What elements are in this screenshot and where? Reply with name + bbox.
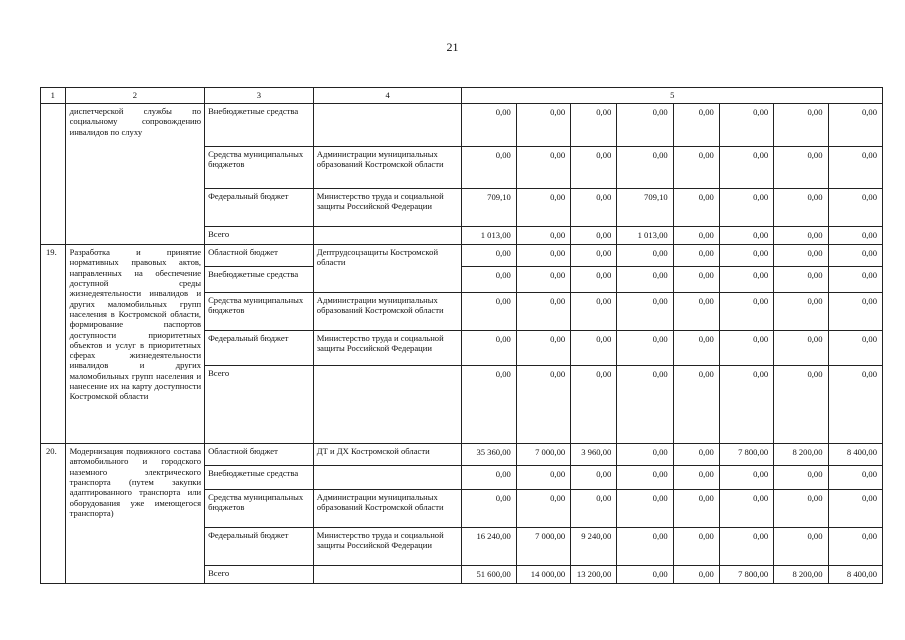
amount-cell: 0,00 [828,293,882,331]
table-row [41,104,883,147]
amount-cell: 0,00 [617,267,673,293]
row-number-cell [41,104,66,245]
funding-source: Всего [205,566,314,584]
amount-cell: 0,00 [828,366,882,444]
amount-cell: 0,00 [774,466,828,490]
funding-source: Внебюджетные средства [205,267,314,293]
amount-cell: 0,00 [673,267,719,293]
amount-cell: 0,00 [673,331,719,366]
amount-cell: 0,00 [617,528,673,566]
amount-cell: 0,00 [828,104,882,147]
amount-cell: 16 240,00 [462,528,516,566]
amount-cell: 0,00 [673,444,719,466]
amount-cell: 0,00 [516,490,570,528]
executor: Министерство труда и социальной защиты Российской Федерации [313,189,462,227]
amount-cell: 0,00 [774,267,828,293]
executor: ДТ и ДХ Костромской области [313,444,462,466]
amount-cell: 0,00 [617,331,673,366]
amount-cell: 0,00 [571,366,617,444]
amount-cell: 0,00 [673,490,719,528]
funding-source: Федеральный бюджет [205,528,314,566]
amount-cell: 0,00 [719,466,773,490]
amount-cell: 0,00 [516,267,570,293]
funding-source: Внебюджетные средства [205,466,314,490]
header-cell: 5 [462,88,883,104]
amount-cell: 0,00 [571,293,617,331]
amount-cell: 0,00 [673,147,719,189]
executor: Дептрудсоцзащиты Костромской области [313,245,462,293]
amount-cell: 0,00 [774,245,828,267]
amount-cell: 0,00 [571,267,617,293]
amount-cell: 0,00 [719,267,773,293]
table-row [41,245,883,267]
amount-cell: 0,00 [516,293,570,331]
amount-cell: 0,00 [774,189,828,227]
amount-cell: 0,00 [571,331,617,366]
executor: Администрации муниципальных образований Костромской области [313,490,462,528]
amount-cell: 0,00 [828,490,882,528]
funding-source: Всего [205,366,314,444]
executor: Министерство труда и социальной защиты Российской Федерации [313,331,462,366]
amount-cell: 0,00 [828,466,882,490]
amount-cell: 0,00 [673,245,719,267]
table-row [41,444,883,466]
amount-cell: 0,00 [774,331,828,366]
funding-source: Федеральный бюджет [205,189,314,227]
amount-cell: 0,00 [617,466,673,490]
header-cell: 4 [313,88,462,104]
header-cell: 1 [41,88,66,104]
page-number: 21 [446,40,459,54]
amount-cell: 0,00 [673,227,719,245]
amount-cell: 0,00 [774,227,828,245]
funding-source: Областной бюджет [205,444,314,466]
amount-cell: 0,00 [617,104,673,147]
amount-cell: 0,00 [462,366,516,444]
amount-cell: 0,00 [673,293,719,331]
amount-cell: 0,00 [617,444,673,466]
amount-cell: 0,00 [828,147,882,189]
amount-cell: 0,00 [774,528,828,566]
amount-cell: 0,00 [516,227,570,245]
amount-cell: 0,00 [462,267,516,293]
executor [313,466,462,490]
amount-cell: 8 200,00 [774,566,828,584]
activity-description: Модернизация подвижного состава автомобильного и городского наземного электрического транспорта (путем закупки адаптированного транспорта или оборудования уже имеющегося транспорта) [65,444,204,584]
amount-cell: 709,10 [462,189,516,227]
amount-cell: 0,00 [828,331,882,366]
amount-cell: 0,00 [828,227,882,245]
amount-cell: 1 013,00 [617,227,673,245]
amount-cell: 0,00 [774,366,828,444]
amount-cell: 0,00 [462,490,516,528]
executor [313,104,462,147]
amount-cell: 0,00 [571,466,617,490]
amount-cell: 0,00 [617,366,673,444]
amount-cell: 7 800,00 [719,566,773,584]
amount-cell: 0,00 [673,366,719,444]
amount-cell: 0,00 [462,104,516,147]
executor [313,227,462,245]
amount-cell: 0,00 [719,104,773,147]
amount-cell: 0,00 [462,466,516,490]
amount-cell: 0,00 [719,490,773,528]
amount-cell: 0,00 [617,490,673,528]
executor [313,566,462,584]
amount-cell: 0,00 [828,528,882,566]
amount-cell: 0,00 [719,227,773,245]
amount-cell: 0,00 [571,104,617,147]
amount-cell: 0,00 [673,466,719,490]
amount-cell: 0,00 [462,331,516,366]
executor: Министерство труда и социальной защиты Российской Федерации [313,528,462,566]
amount-cell: 0,00 [462,245,516,267]
amount-cell: 709,10 [617,189,673,227]
amount-cell: 0,00 [719,189,773,227]
header-cell: 2 [65,88,204,104]
amount-cell: 14 000,00 [516,566,570,584]
amount-cell: 0,00 [828,189,882,227]
amount-cell: 0,00 [774,104,828,147]
funding-source: Внебюджетные средства [205,104,314,147]
amount-cell: 0,00 [571,245,617,267]
funding-source: Средства муниципальных бюджетов [205,293,314,331]
executor: Администрации муниципальных образований Костромской области [313,147,462,189]
amount-cell: 0,00 [719,147,773,189]
budget-table [40,87,883,584]
amount-cell: 0,00 [516,245,570,267]
amount-cell: 0,00 [617,566,673,584]
amount-cell: 0,00 [719,528,773,566]
amount-cell: 0,00 [462,293,516,331]
amount-cell: 0,00 [571,490,617,528]
funding-source: Всего [205,227,314,245]
amount-cell: 0,00 [516,189,570,227]
amount-cell: 0,00 [462,147,516,189]
amount-cell: 0,00 [516,104,570,147]
header-cell: 3 [205,88,314,104]
amount-cell: 0,00 [828,267,882,293]
amount-cell: 9 240,00 [571,528,617,566]
funding-source: Средства муниципальных бюджетов [205,147,314,189]
amount-cell: 0,00 [719,331,773,366]
amount-cell: 0,00 [516,147,570,189]
row-number-cell: 20. [41,444,66,584]
amount-cell: 51 600,00 [462,566,516,584]
amount-cell: 0,00 [673,528,719,566]
amount-cell: 3 960,00 [571,444,617,466]
amount-cell: 1 013,00 [462,227,516,245]
funding-source: Федеральный бюджет [205,331,314,366]
amount-cell: 7 800,00 [719,444,773,466]
amount-cell: 7 000,00 [516,528,570,566]
amount-cell: 0,00 [516,366,570,444]
amount-cell: 0,00 [673,104,719,147]
amount-cell: 8 200,00 [774,444,828,466]
amount-cell: 8 400,00 [828,444,882,466]
amount-cell: 8 400,00 [828,566,882,584]
amount-cell: 7 000,00 [516,444,570,466]
amount-cell: 0,00 [571,189,617,227]
executor: Администрации муниципальных образований Костромской области [313,293,462,331]
amount-cell: 0,00 [617,147,673,189]
amount-cell: 0,00 [617,245,673,267]
activity-description: Разработка и принятие нормативных правовых актов, направленных на обеспечение доступной среды жизнедеятельности инвалидов и других маломобильных групп населения в Костромской области, формирование паспортов доступности приоритетных объектов и услуг в приоритетных сферах жизнедеятельности инвалидов и других маломобильных групп населения и нанесение их на карту доступности Костромской области [65,245,204,444]
row-number-cell: 19. [41,245,66,444]
amount-cell: 0,00 [774,490,828,528]
amount-cell: 0,00 [516,331,570,366]
amount-cell: 0,00 [673,189,719,227]
funding-source: Областной бюджет [205,245,314,267]
funding-source: Средства муниципальных бюджетов [205,490,314,528]
amount-cell: 0,00 [774,293,828,331]
amount-cell: 0,00 [719,293,773,331]
amount-cell: 0,00 [774,147,828,189]
amount-cell: 0,00 [617,293,673,331]
amount-cell: 0,00 [673,566,719,584]
amount-cell: 0,00 [571,227,617,245]
activity-description: диспетчерской службы по социальному сопровождению инвалидов по слуху [65,104,204,245]
amount-cell: 35 360,00 [462,444,516,466]
table-header-row [41,88,883,104]
executor [313,366,462,444]
amount-cell: 0,00 [516,466,570,490]
amount-cell: 0,00 [719,366,773,444]
amount-cell: 0,00 [828,245,882,267]
amount-cell: 13 200,00 [571,566,617,584]
amount-cell: 0,00 [719,245,773,267]
amount-cell: 0,00 [571,147,617,189]
